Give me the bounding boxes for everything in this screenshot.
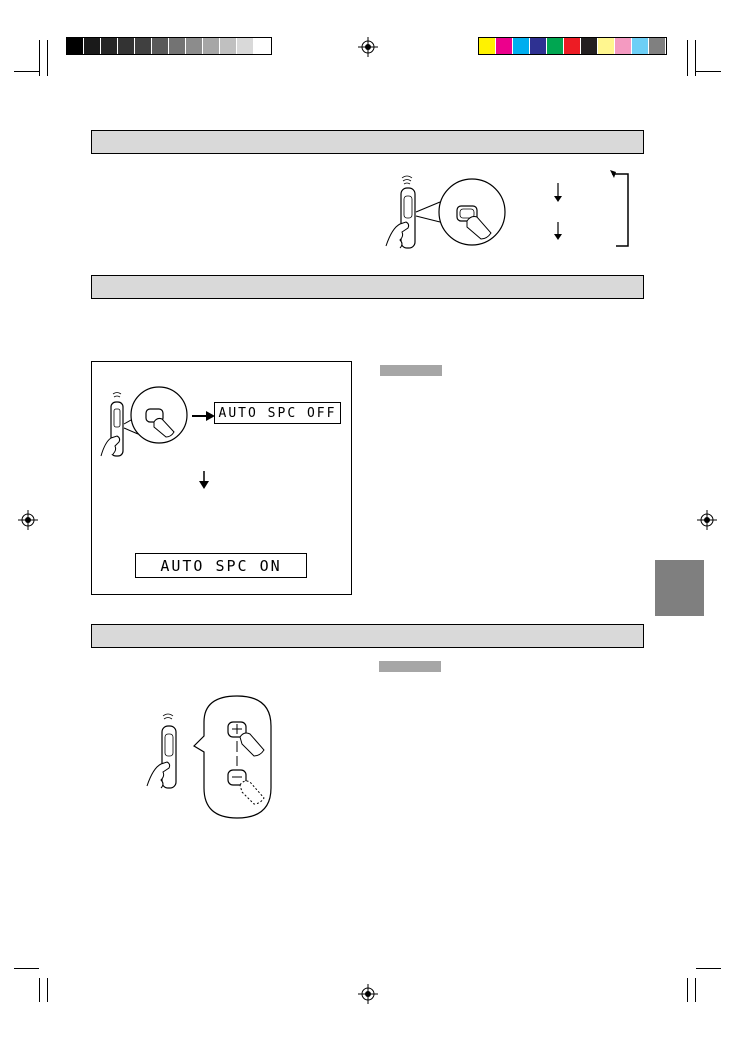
arrow-right-icon <box>192 411 216 421</box>
crop-mark-br-h <box>696 968 721 969</box>
section-header-bar-3 <box>91 624 644 648</box>
display-auto-spc-on: AUTO SPC ON <box>135 553 307 578</box>
crop-mark-tr-v <box>687 40 688 76</box>
chapter-side-tab <box>655 560 704 616</box>
crop-mark-bl-v2 <box>47 978 48 1002</box>
arrow-down-icon <box>199 471 209 491</box>
section-header-bar-1 <box>91 130 644 154</box>
color-swatch <box>581 38 597 54</box>
crop-mark-tl-h <box>14 71 39 72</box>
color-swatch <box>598 38 614 54</box>
gray-swatch <box>118 38 134 54</box>
registration-mark-icon <box>358 984 378 1004</box>
gray-swatch <box>135 38 151 54</box>
gray-swatch <box>254 38 270 54</box>
crop-mark-bl-v <box>39 978 40 1002</box>
section-header-bar-2 <box>91 275 644 299</box>
display-auto-spc-off: AUTO SPC OFF <box>214 402 341 424</box>
crop-mark-br-v <box>687 978 688 1002</box>
note-label-tab <box>380 365 442 376</box>
registration-mark-icon <box>18 510 38 530</box>
crop-mark-tl-v <box>39 40 40 76</box>
finger-pressing-button-icon <box>129 385 189 445</box>
grayscale-calibration-strip <box>66 37 272 55</box>
gray-swatch <box>220 38 236 54</box>
crop-mark-tr-h <box>696 71 721 72</box>
crop-mark-tl-v2 <box>47 40 48 76</box>
auto-spc-illustration-panel <box>91 361 352 595</box>
color-swatch <box>496 38 512 54</box>
finger-pressing-button-icon <box>437 177 507 247</box>
registration-mark-icon <box>697 510 717 530</box>
gray-swatch <box>152 38 168 54</box>
crop-mark-br-v2 <box>695 978 696 1002</box>
gray-swatch <box>169 38 185 54</box>
gray-swatch <box>101 38 117 54</box>
color-swatch <box>649 38 665 54</box>
gray-swatch <box>84 38 100 54</box>
crop-mark-bl-h <box>14 968 39 969</box>
gray-swatch <box>203 38 219 54</box>
note-label-tab <box>379 661 441 672</box>
registration-mark-icon <box>358 37 378 57</box>
gray-swatch <box>186 38 202 54</box>
cycle-arrows-diagram <box>545 168 635 250</box>
color-swatch <box>564 38 580 54</box>
color-swatch <box>632 38 648 54</box>
gray-swatch <box>237 38 253 54</box>
color-swatch <box>479 38 495 54</box>
plus-minus-buttons-icon <box>186 694 276 820</box>
remote-control-in-hand-icon <box>382 172 442 252</box>
color-swatch <box>615 38 631 54</box>
color-calibration-strip <box>478 37 667 55</box>
color-swatch <box>547 38 563 54</box>
color-swatch <box>530 38 546 54</box>
gray-swatch <box>67 38 83 54</box>
color-swatch <box>513 38 529 54</box>
